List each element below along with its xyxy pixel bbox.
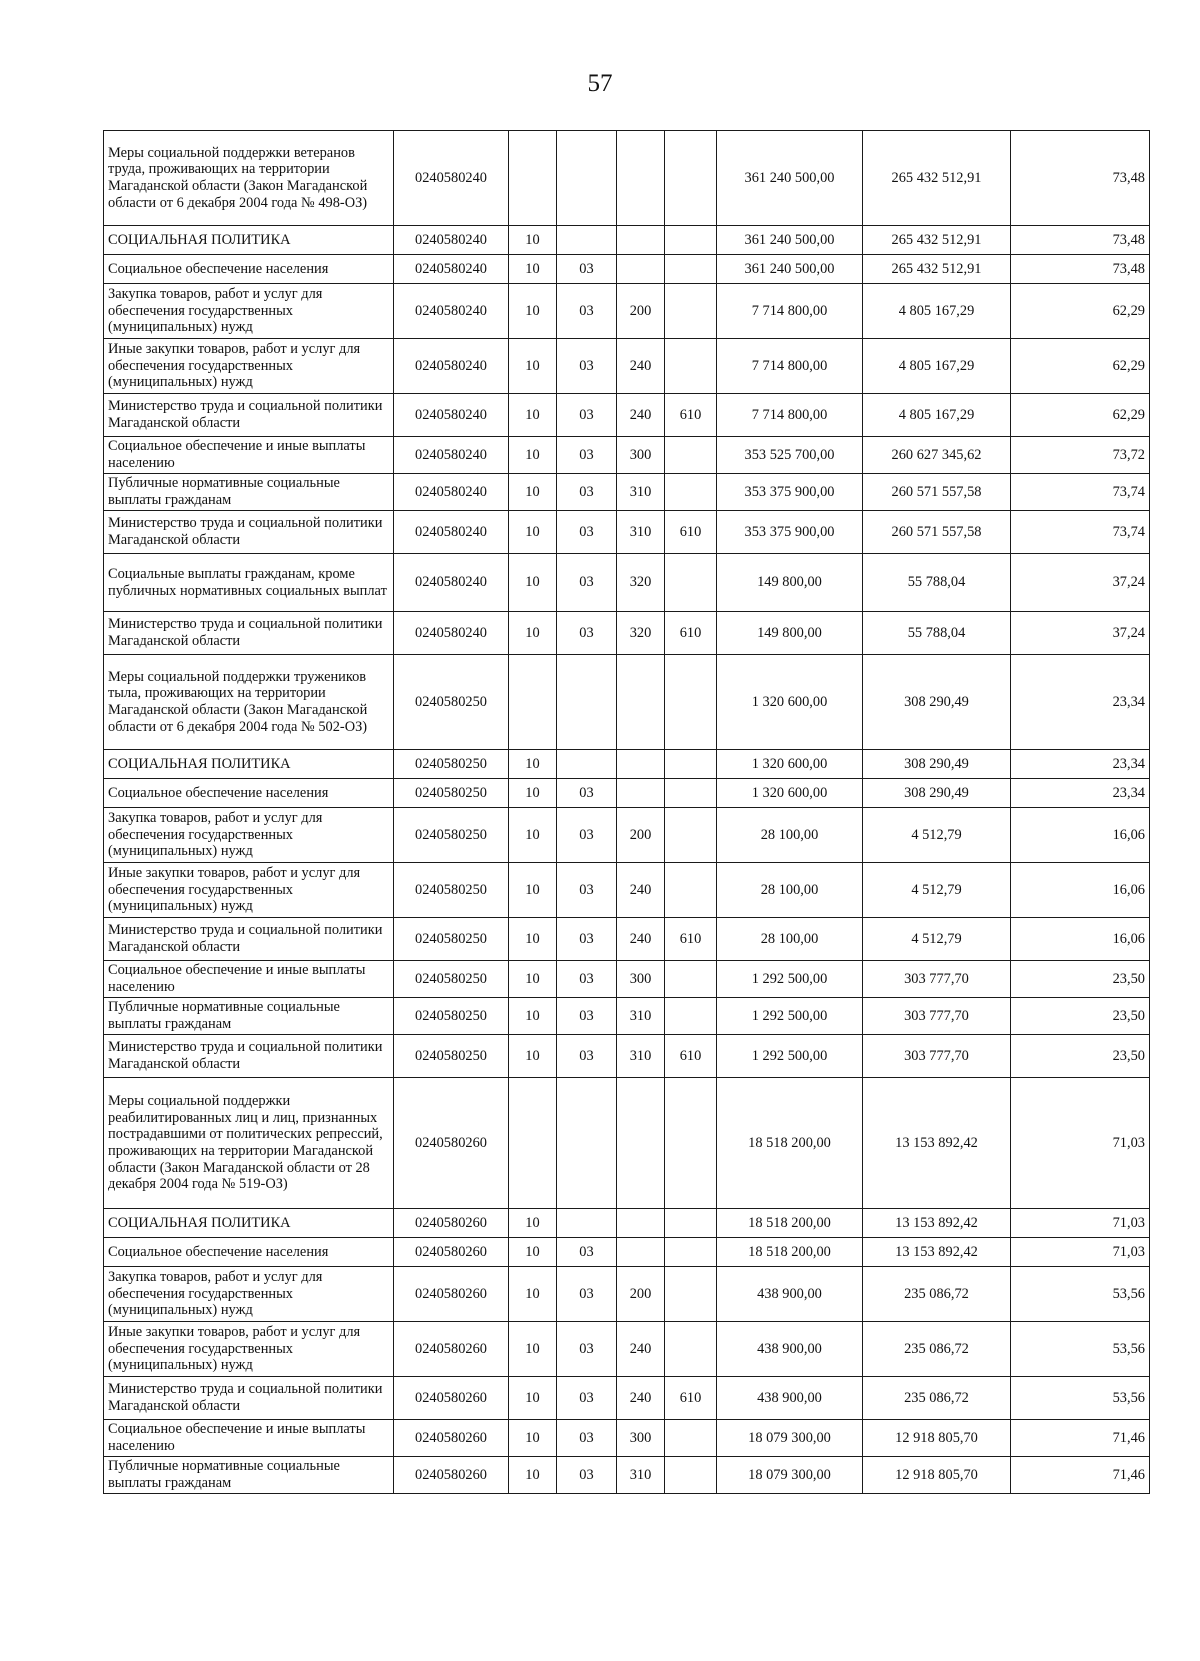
administrator-cell (665, 474, 717, 511)
table-row (104, 554, 1150, 612)
section-cell: 10 (509, 1457, 557, 1494)
actual-amount-cell: 235 086,72 (863, 1322, 1011, 1377)
percent-executed-cell: 73,48 (1011, 226, 1150, 255)
actual-amount-cell: 308 290,49 (863, 779, 1011, 808)
table-row (104, 961, 1150, 998)
table-row (104, 131, 1150, 226)
row-description-cell: Министерство труда и социальной политики Магаданской области (104, 394, 394, 437)
table-row (104, 1377, 1150, 1420)
target-code-cell: 0240580240 (394, 394, 509, 437)
subsection-cell (557, 750, 617, 779)
row-description-cell: СОЦИАЛЬНАЯ ПОЛИТИКА (104, 1209, 394, 1238)
planned-amount-cell: 1 292 500,00 (717, 1035, 863, 1078)
planned-amount-cell: 149 800,00 (717, 612, 863, 655)
section-cell: 10 (509, 612, 557, 655)
section-cell: 10 (509, 750, 557, 779)
percent-executed-cell: 53,56 (1011, 1322, 1150, 1377)
administrator-cell (665, 226, 717, 255)
expense-type-cell (617, 255, 665, 284)
row-description-cell: Социальные выплаты гражданам, кроме публичных нормативных социальных выплат (104, 554, 394, 612)
expense-type-cell (617, 1209, 665, 1238)
target-code-cell: 0240580260 (394, 1420, 509, 1457)
expense-type-cell: 240 (617, 339, 665, 394)
table-row (104, 1078, 1150, 1209)
target-code-cell: 0240580240 (394, 612, 509, 655)
row-description-cell: Меры социальной поддержки реабилитированных лиц и лиц, признанных пострадавшими от политических репрессий, проживающих на территории Магаданской области (Закон Магаданской области от 28 декабря 2004 года № 519-ОЗ) (104, 1078, 394, 1209)
section-cell (509, 655, 557, 750)
planned-amount-cell: 18 518 200,00 (717, 1209, 863, 1238)
planned-amount-cell: 28 100,00 (717, 918, 863, 961)
section-cell: 10 (509, 1238, 557, 1267)
planned-amount-cell: 1 292 500,00 (717, 961, 863, 998)
actual-amount-cell: 265 432 512,91 (863, 226, 1011, 255)
expense-type-cell: 240 (617, 918, 665, 961)
actual-amount-cell: 265 432 512,91 (863, 131, 1011, 226)
planned-amount-cell: 438 900,00 (717, 1267, 863, 1322)
section-cell: 10 (509, 511, 557, 554)
row-description-cell: Социальное обеспечение населения (104, 1238, 394, 1267)
planned-amount-cell: 18 518 200,00 (717, 1238, 863, 1267)
expense-type-cell: 310 (617, 474, 665, 511)
table-row (104, 1457, 1150, 1494)
expense-type-cell: 200 (617, 1267, 665, 1322)
percent-executed-cell: 23,34 (1011, 655, 1150, 750)
planned-amount-cell: 18 079 300,00 (717, 1457, 863, 1494)
subsection-cell: 03 (557, 1267, 617, 1322)
target-code-cell: 0240580250 (394, 655, 509, 750)
table-row (104, 1238, 1150, 1267)
table-row (104, 750, 1150, 779)
expense-type-cell (617, 226, 665, 255)
row-description-cell: Публичные нормативные социальные выплаты гражданам (104, 474, 394, 511)
section-cell: 10 (509, 226, 557, 255)
target-code-cell: 0240580250 (394, 808, 509, 863)
actual-amount-cell: 12 918 805,70 (863, 1420, 1011, 1457)
planned-amount-cell: 1 292 500,00 (717, 998, 863, 1035)
row-description-cell: Социальное обеспечение и иные выплаты населению (104, 1420, 394, 1457)
expense-type-cell: 310 (617, 998, 665, 1035)
administrator-cell (665, 1209, 717, 1238)
row-description-cell: Министерство труда и социальной политики Магаданской области (104, 612, 394, 655)
section-cell: 10 (509, 961, 557, 998)
section-cell: 10 (509, 437, 557, 474)
row-description-cell: Социальное обеспечение и иные выплаты населению (104, 437, 394, 474)
planned-amount-cell: 353 375 900,00 (717, 511, 863, 554)
planned-amount-cell: 7 714 800,00 (717, 339, 863, 394)
target-code-cell: 0240580260 (394, 1267, 509, 1322)
percent-executed-cell: 71,46 (1011, 1420, 1150, 1457)
administrator-cell (665, 554, 717, 612)
row-description-cell: Закупка товаров, работ и услуг для обеспечения государственных (муниципальных) нужд (104, 808, 394, 863)
table-row (104, 998, 1150, 1035)
section-cell: 10 (509, 1209, 557, 1238)
percent-executed-cell: 23,50 (1011, 961, 1150, 998)
table-row (104, 437, 1150, 474)
table-row (104, 226, 1150, 255)
actual-amount-cell: 260 627 345,62 (863, 437, 1011, 474)
section-cell: 10 (509, 394, 557, 437)
percent-executed-cell: 73,48 (1011, 255, 1150, 284)
actual-amount-cell: 55 788,04 (863, 612, 1011, 655)
section-cell: 10 (509, 255, 557, 284)
section-cell: 10 (509, 474, 557, 511)
row-description-cell: Иные закупки товаров, работ и услуг для обеспечения государственных (муниципальных) нужд (104, 339, 394, 394)
administrator-cell: 610 (665, 612, 717, 655)
actual-amount-cell: 55 788,04 (863, 554, 1011, 612)
planned-amount-cell: 28 100,00 (717, 863, 863, 918)
section-cell: 10 (509, 1420, 557, 1457)
expense-type-cell: 240 (617, 1377, 665, 1420)
target-code-cell: 0240580250 (394, 961, 509, 998)
subsection-cell: 03 (557, 437, 617, 474)
percent-executed-cell: 53,56 (1011, 1377, 1150, 1420)
administrator-cell (665, 1457, 717, 1494)
percent-executed-cell: 71,03 (1011, 1238, 1150, 1267)
target-code-cell: 0240580260 (394, 1238, 509, 1267)
expense-type-cell (617, 779, 665, 808)
planned-amount-cell: 353 525 700,00 (717, 437, 863, 474)
target-code-cell: 0240580260 (394, 1078, 509, 1209)
administrator-cell: 610 (665, 1035, 717, 1078)
row-description-cell: Социальное обеспечение населения (104, 255, 394, 284)
administrator-cell (665, 779, 717, 808)
administrator-cell (665, 284, 717, 339)
subsection-cell: 03 (557, 1238, 617, 1267)
subsection-cell (557, 1209, 617, 1238)
actual-amount-cell: 235 086,72 (863, 1377, 1011, 1420)
actual-amount-cell: 13 153 892,42 (863, 1238, 1011, 1267)
table-row (104, 255, 1150, 284)
administrator-cell: 610 (665, 1377, 717, 1420)
expense-type-cell: 320 (617, 554, 665, 612)
expense-type-cell: 240 (617, 863, 665, 918)
administrator-cell (665, 655, 717, 750)
planned-amount-cell: 28 100,00 (717, 808, 863, 863)
subsection-cell: 03 (557, 394, 617, 437)
row-description-cell: Меры социальной поддержки тружеников тыла, проживающих на территории Магаданской области (Закон Магаданской области от 6 декабря 2004 года № 502-ОЗ) (104, 655, 394, 750)
actual-amount-cell: 303 777,70 (863, 998, 1011, 1035)
percent-executed-cell: 62,29 (1011, 394, 1150, 437)
section-cell: 10 (509, 808, 557, 863)
expense-type-cell: 300 (617, 437, 665, 474)
expense-type-cell (617, 131, 665, 226)
actual-amount-cell: 4 805 167,29 (863, 339, 1011, 394)
percent-executed-cell: 73,74 (1011, 511, 1150, 554)
table-row (104, 1420, 1150, 1457)
planned-amount-cell: 7 714 800,00 (717, 394, 863, 437)
target-code-cell: 0240580240 (394, 131, 509, 226)
administrator-cell: 610 (665, 394, 717, 437)
section-cell: 10 (509, 863, 557, 918)
planned-amount-cell: 18 518 200,00 (717, 1078, 863, 1209)
row-description-cell: Министерство труда и социальной политики Магаданской области (104, 1377, 394, 1420)
row-description-cell: Иные закупки товаров, работ и услуг для обеспечения государственных (муниципальных) нужд (104, 1322, 394, 1377)
planned-amount-cell: 438 900,00 (717, 1322, 863, 1377)
section-cell: 10 (509, 1377, 557, 1420)
administrator-cell (665, 808, 717, 863)
percent-executed-cell: 23,50 (1011, 1035, 1150, 1078)
subsection-cell: 03 (557, 474, 617, 511)
planned-amount-cell: 361 240 500,00 (717, 255, 863, 284)
percent-executed-cell: 71,46 (1011, 1457, 1150, 1494)
row-description-cell: Меры социальной поддержки ветеранов труда, проживающих на территории Магаданской области (Закон Магаданской области от 6 декабря 2004 года № 498-ОЗ) (104, 131, 394, 226)
target-code-cell: 0240580250 (394, 918, 509, 961)
expense-type-cell: 310 (617, 1457, 665, 1494)
percent-executed-cell: 73,74 (1011, 474, 1150, 511)
percent-executed-cell: 16,06 (1011, 918, 1150, 961)
target-code-cell: 0240580240 (394, 339, 509, 394)
subsection-cell: 03 (557, 612, 617, 655)
expense-type-cell (617, 1238, 665, 1267)
actual-amount-cell: 235 086,72 (863, 1267, 1011, 1322)
planned-amount-cell: 18 079 300,00 (717, 1420, 863, 1457)
target-code-cell: 0240580260 (394, 1377, 509, 1420)
actual-amount-cell: 260 571 557,58 (863, 511, 1011, 554)
target-code-cell: 0240580240 (394, 284, 509, 339)
target-code-cell: 0240580250 (394, 779, 509, 808)
expense-type-cell: 240 (617, 394, 665, 437)
percent-executed-cell: 37,24 (1011, 612, 1150, 655)
administrator-cell (665, 961, 717, 998)
row-description-cell: Иные закупки товаров, работ и услуг для обеспечения государственных (муниципальных) нужд (104, 863, 394, 918)
actual-amount-cell: 4 512,79 (863, 863, 1011, 918)
target-code-cell: 0240580250 (394, 863, 509, 918)
administrator-cell (665, 1078, 717, 1209)
subsection-cell (557, 1078, 617, 1209)
table-row (104, 284, 1150, 339)
actual-amount-cell: 13 153 892,42 (863, 1209, 1011, 1238)
actual-amount-cell: 13 153 892,42 (863, 1078, 1011, 1209)
row-description-cell: Публичные нормативные социальные выплаты гражданам (104, 1457, 394, 1494)
subsection-cell: 03 (557, 1377, 617, 1420)
administrator-cell (665, 1238, 717, 1267)
subsection-cell: 03 (557, 808, 617, 863)
subsection-cell: 03 (557, 339, 617, 394)
table-row (104, 474, 1150, 511)
row-description-cell: Министерство труда и социальной политики Магаданской области (104, 1035, 394, 1078)
subsection-cell: 03 (557, 255, 617, 284)
actual-amount-cell: 308 290,49 (863, 750, 1011, 779)
target-code-cell: 0240580250 (394, 1035, 509, 1078)
table-row (104, 655, 1150, 750)
table-row (104, 339, 1150, 394)
percent-executed-cell: 37,24 (1011, 554, 1150, 612)
row-description-cell: Министерство труда и социальной политики Магаданской области (104, 511, 394, 554)
target-code-cell: 0240580260 (394, 1322, 509, 1377)
expense-type-cell: 200 (617, 808, 665, 863)
row-description-cell: Публичные нормативные социальные выплаты гражданам (104, 998, 394, 1035)
percent-executed-cell: 73,72 (1011, 437, 1150, 474)
actual-amount-cell: 12 918 805,70 (863, 1457, 1011, 1494)
section-cell: 10 (509, 284, 557, 339)
table-row (104, 1209, 1150, 1238)
table-row (104, 779, 1150, 808)
percent-executed-cell: 73,48 (1011, 131, 1150, 226)
planned-amount-cell: 438 900,00 (717, 1377, 863, 1420)
actual-amount-cell: 4 512,79 (863, 918, 1011, 961)
expense-type-cell (617, 655, 665, 750)
administrator-cell (665, 750, 717, 779)
planned-amount-cell: 1 320 600,00 (717, 750, 863, 779)
percent-executed-cell: 62,29 (1011, 339, 1150, 394)
target-code-cell: 0240580240 (394, 554, 509, 612)
subsection-cell: 03 (557, 998, 617, 1035)
expense-type-cell: 200 (617, 284, 665, 339)
table-row (104, 612, 1150, 655)
row-description-cell: Закупка товаров, работ и услуг для обеспечения государственных (муниципальных) нужд (104, 1267, 394, 1322)
administrator-cell: 610 (665, 918, 717, 961)
table-row (104, 1322, 1150, 1377)
percent-executed-cell: 71,03 (1011, 1078, 1150, 1209)
administrator-cell: 610 (665, 511, 717, 554)
percent-executed-cell: 23,34 (1011, 750, 1150, 779)
percent-executed-cell: 62,29 (1011, 284, 1150, 339)
subsection-cell (557, 131, 617, 226)
target-code-cell: 0240580240 (394, 474, 509, 511)
row-description-cell: Министерство труда и социальной политики Магаданской области (104, 918, 394, 961)
row-description-cell: Социальное обеспечение и иные выплаты населению (104, 961, 394, 998)
row-description-cell: Социальное обеспечение населения (104, 779, 394, 808)
table-row (104, 511, 1150, 554)
subsection-cell: 03 (557, 284, 617, 339)
subsection-cell: 03 (557, 1457, 617, 1494)
subsection-cell: 03 (557, 961, 617, 998)
actual-amount-cell: 4 805 167,29 (863, 394, 1011, 437)
section-cell: 10 (509, 918, 557, 961)
table-row (104, 1035, 1150, 1078)
subsection-cell: 03 (557, 1035, 617, 1078)
target-code-cell: 0240580240 (394, 511, 509, 554)
administrator-cell (665, 255, 717, 284)
row-description-cell: СОЦИАЛЬНАЯ ПОЛИТИКА (104, 226, 394, 255)
subsection-cell (557, 226, 617, 255)
percent-executed-cell: 16,06 (1011, 808, 1150, 863)
expense-type-cell (617, 750, 665, 779)
actual-amount-cell: 303 777,70 (863, 961, 1011, 998)
section-cell (509, 131, 557, 226)
subsection-cell: 03 (557, 1322, 617, 1377)
subsection-cell: 03 (557, 511, 617, 554)
planned-amount-cell: 149 800,00 (717, 554, 863, 612)
expense-type-cell: 310 (617, 1035, 665, 1078)
percent-executed-cell: 23,50 (1011, 998, 1150, 1035)
subsection-cell: 03 (557, 779, 617, 808)
table-row (104, 808, 1150, 863)
administrator-cell (665, 1420, 717, 1457)
section-cell: 10 (509, 339, 557, 394)
expense-type-cell: 320 (617, 612, 665, 655)
section-cell: 10 (509, 554, 557, 612)
subsection-cell: 03 (557, 554, 617, 612)
actual-amount-cell: 265 432 512,91 (863, 255, 1011, 284)
percent-executed-cell: 23,34 (1011, 779, 1150, 808)
expense-type-cell: 240 (617, 1322, 665, 1377)
administrator-cell (665, 131, 717, 226)
page-number: 57 (587, 70, 613, 97)
planned-amount-cell: 361 240 500,00 (717, 131, 863, 226)
percent-executed-cell: 16,06 (1011, 863, 1150, 918)
actual-amount-cell: 308 290,49 (863, 655, 1011, 750)
planned-amount-cell: 361 240 500,00 (717, 226, 863, 255)
actual-amount-cell: 4 805 167,29 (863, 284, 1011, 339)
target-code-cell: 0240580260 (394, 1457, 509, 1494)
administrator-cell (665, 339, 717, 394)
target-code-cell: 0240580240 (394, 437, 509, 474)
target-code-cell: 0240580250 (394, 998, 509, 1035)
percent-executed-cell: 53,56 (1011, 1267, 1150, 1322)
target-code-cell: 0240580240 (394, 226, 509, 255)
expense-type-cell: 300 (617, 1420, 665, 1457)
administrator-cell (665, 998, 717, 1035)
actual-amount-cell: 4 512,79 (863, 808, 1011, 863)
budget-table (103, 130, 1150, 1494)
subsection-cell: 03 (557, 863, 617, 918)
planned-amount-cell: 1 320 600,00 (717, 655, 863, 750)
administrator-cell (665, 1322, 717, 1377)
section-cell: 10 (509, 1035, 557, 1078)
subsection-cell: 03 (557, 918, 617, 961)
table-row (104, 394, 1150, 437)
table-body (104, 131, 1150, 1494)
target-code-cell: 0240580240 (394, 255, 509, 284)
expense-type-cell (617, 1078, 665, 1209)
administrator-cell (665, 863, 717, 918)
administrator-cell (665, 437, 717, 474)
subsection-cell (557, 655, 617, 750)
table-row (104, 1267, 1150, 1322)
percent-executed-cell: 71,03 (1011, 1209, 1150, 1238)
target-code-cell: 0240580250 (394, 750, 509, 779)
table-row (104, 863, 1150, 918)
administrator-cell (665, 1267, 717, 1322)
actual-amount-cell: 260 571 557,58 (863, 474, 1011, 511)
row-description-cell: Закупка товаров, работ и услуг для обеспечения государственных (муниципальных) нужд (104, 284, 394, 339)
subsection-cell: 03 (557, 1420, 617, 1457)
planned-amount-cell: 353 375 900,00 (717, 474, 863, 511)
actual-amount-cell: 303 777,70 (863, 1035, 1011, 1078)
section-cell: 10 (509, 998, 557, 1035)
expense-type-cell: 310 (617, 511, 665, 554)
row-description-cell: СОЦИАЛЬНАЯ ПОЛИТИКА (104, 750, 394, 779)
planned-amount-cell: 7 714 800,00 (717, 284, 863, 339)
section-cell: 10 (509, 1322, 557, 1377)
target-code-cell: 0240580260 (394, 1209, 509, 1238)
table-row (104, 918, 1150, 961)
section-cell (509, 1078, 557, 1209)
planned-amount-cell: 1 320 600,00 (717, 779, 863, 808)
expense-type-cell: 300 (617, 961, 665, 998)
section-cell: 10 (509, 1267, 557, 1322)
section-cell: 10 (509, 779, 557, 808)
